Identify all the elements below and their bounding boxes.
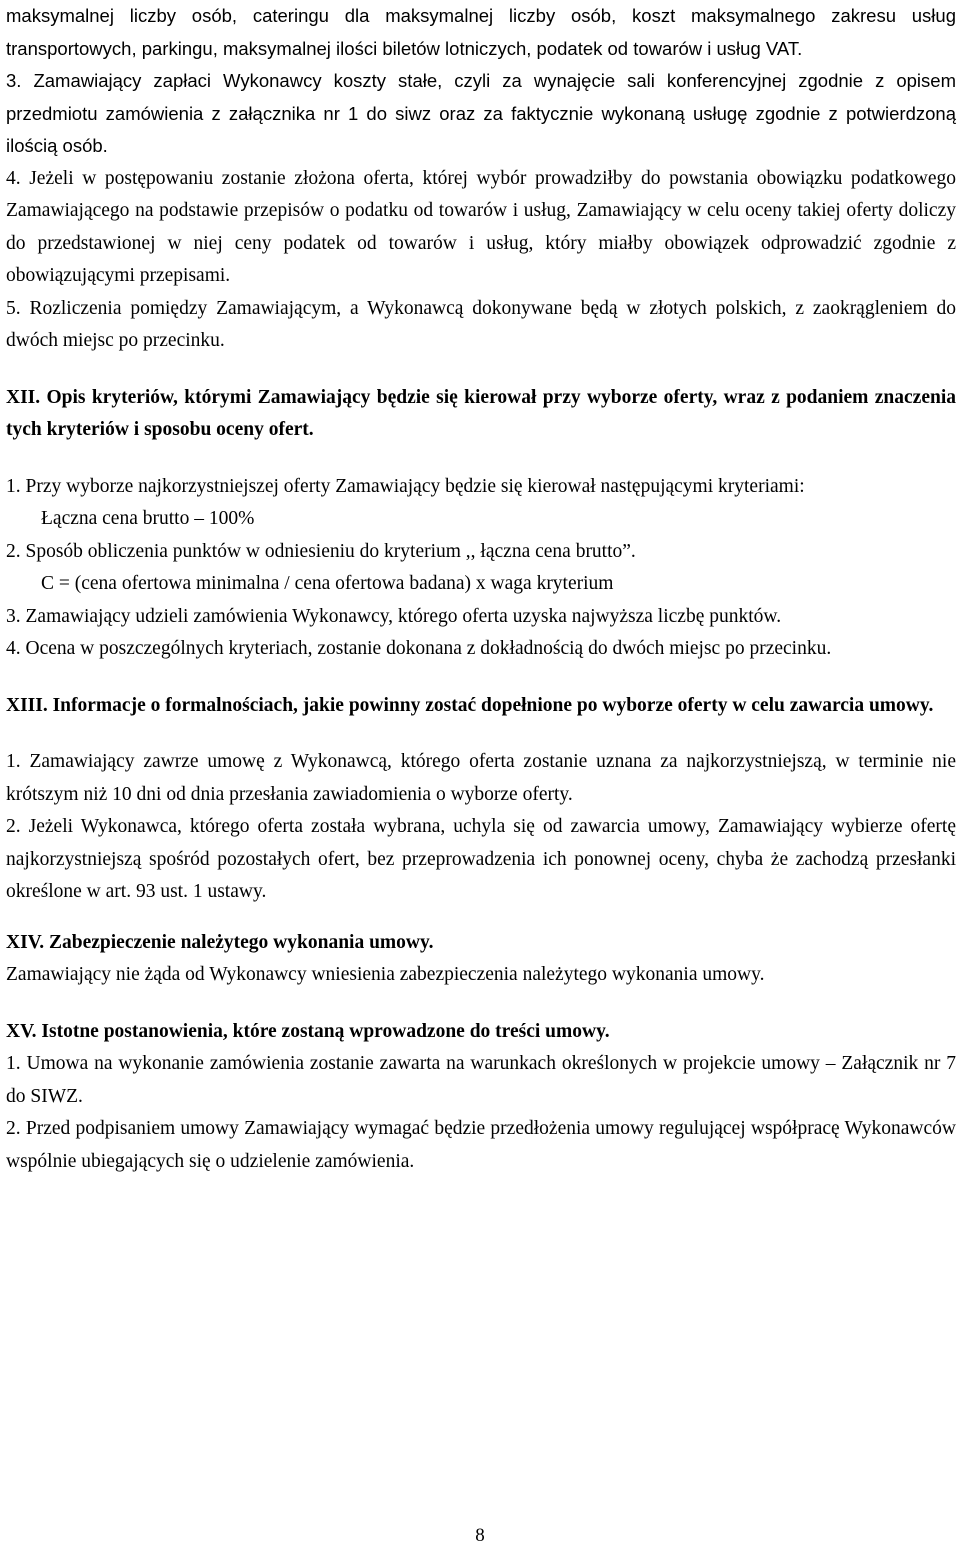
section-xii-item-3: 3. Zamawiający udzieli zamówienia Wykonawcy, którego oferta uzyska najwyższa liczbę punktów. — [6, 605, 782, 627]
section-xiv-text: Zamawiający nie żąda od Wykonawcy wniesienia zabezpieczenia należytego wykonania umowy. — [6, 964, 765, 985]
document-page — [6, 0, 956, 1178]
page-number: 8 — [475, 1525, 485, 1546]
section-xii-heading: XII. Opis kryteriów, którymi Zamawiający będzie się kierował przy wyborze oferty, wraz z podaniem znaczenia tych kryteriów i sposobu oceny ofert. — [6, 386, 956, 440]
section-xii-criterion: Łączna cena brutto – 100% — [41, 508, 255, 529]
section-xiii-item-1: 1. Zamawiający zawrze umowę z Wykonawcą, którego oferta zostanie uznana za najkorzystniejszą, w terminie nie krótszym niż 10 dni od dnia przesłania zawiadomienia o wyborze oferty. — [6, 751, 956, 805]
paragraph-3: 3. Zamawiający zapłaci Wykonawcy koszty stałe, czyli za wynajęcie sali konferencyjnej zgodnie z opisem przedmiotu zamówienia z załącznika nr 1 do siwz oraz za faktycznie wykonaną usługę zgodnie z potwierdzoną ilością osób. — [6, 70, 956, 156]
paragraph-4: 4. Jeżeli w postępowaniu zostanie złożona oferta, której wybór prowadziłby do powstania obowiązku podatkowego Zamawiającego na podstawie przepisów o podatku od towarów i usług, Zamawiający w celu oceny takiej oferty doliczy do przedstawionej w niej ceny podatek od towarów i usług, który miałby obowiązek odprowadzić zgodnie z obowiązującymi przepisami. — [6, 167, 956, 286]
section-xv-item-2: 2. Przed podpisaniem umowy Zamawiający wymagać będzie przedłożenia umowy regulującej współpracę Wykonawców wspólnie ubiegających się o udzielenie zamówienia. — [6, 1118, 956, 1172]
intro-continuation: maksymalnej liczby osób, cateringu dla maksymalnej liczby osób, koszt maksymalnego zakresu usług transportowych, parkingu, maksymalnej ilości biletów lotniczych, podatek od towarów i usług VAT. — [6, 5, 956, 59]
section-xv-heading: XV. Istotne postanowienia, które zostaną wprowadzone do treści umowy. — [6, 1020, 610, 1042]
paragraph-5: 5. Rozliczenia pomiędzy Zamawiającym, a Wykonawcą dokonywane będą w złotych polskich, z zaokrągleniem do dwóch miejsc po przecinku. — [6, 297, 956, 351]
section-xiii-heading: XIII. Informacje o formalnościach, jakie powinny zostać dopełnione po wyborze oferty w celu zawarcia umowy. — [6, 694, 934, 716]
section-xiii-item-2: 2. Jeżeli Wykonawca, którego oferta została wybrana, uchyla się od zawarcia umowy, Zamawiający wybierze ofertę najkorzystniejszą spośród pozostałych ofert, bez przeprowadzenia ich ponownej oceny, chyba że zachodzą przesłanki określone w art. 93 ust. 1 ustawy. — [6, 816, 956, 902]
section-xii-item-2: 2. Sposób obliczenia punktów w odniesieniu do kryterium ,, łączna cena brutto”. — [6, 540, 636, 562]
section-xii-item-4: 4. Ocena w poszczególnych kryteriach, zostanie dokonana z dokładnością do dwóch miejsc po przecinku. — [6, 638, 832, 659]
section-xii-item-1: 1. Przy wyborze najkorzystniejszej oferty Zamawiający będzie się kierował następującymi kryteriami: — [6, 475, 805, 497]
section-xv-item-1: 1. Umowa na wykonanie zamówienia zostanie zawarta na warunkach określonych w projekcie umowy – Załącznik nr 7 do SIWZ. — [6, 1053, 956, 1107]
section-xii-formula: C = (cena ofertowa minimalna / cena ofertowa badana) x waga kryterium — [41, 573, 614, 594]
section-xiv-heading: XIV. Zabezpieczenie należytego wykonania umowy. — [6, 931, 434, 953]
